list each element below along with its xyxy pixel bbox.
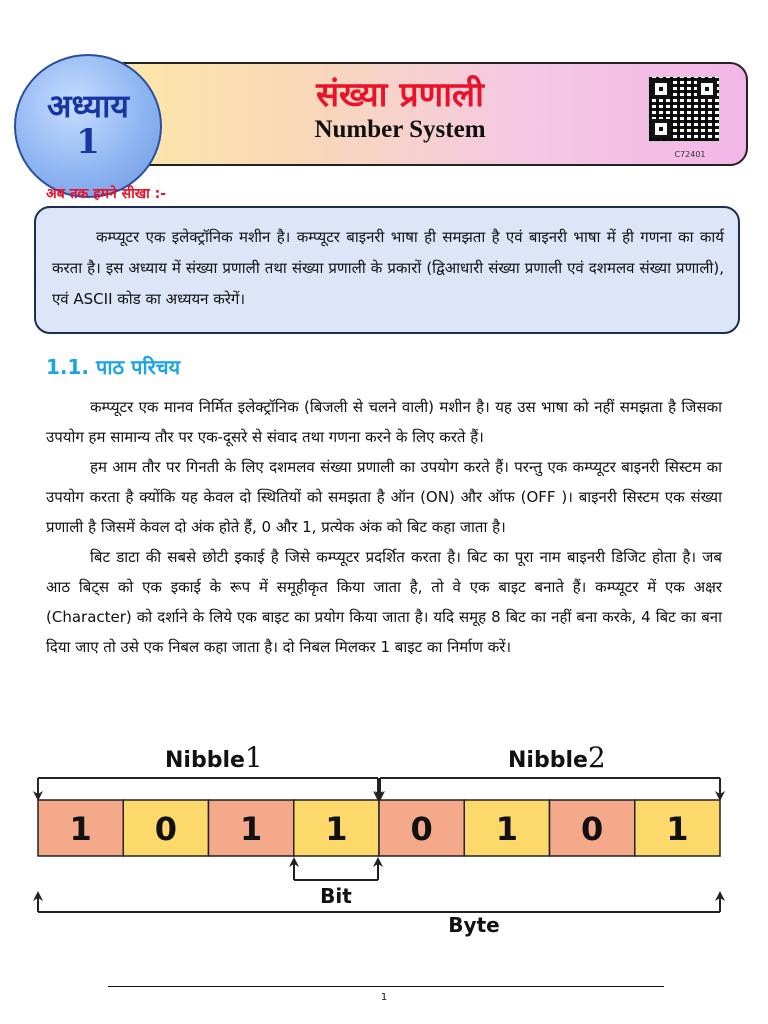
bit-value: 0 [410,810,433,848]
nibble1-label [165,741,263,774]
chapter-title-english: Number System [314,116,486,143]
nibble2-word: Nibble [508,748,588,773]
qr-finder-icon [651,119,671,139]
paragraph: हम आम तौर पर गिनती के लिए दशमलव संख्या प्रणाली का उपयोग करते हैं। परन्तु एक कम्प्यूटर बाइनरी सिस्टम का उपयोग करता है क्योंकि यह केवल दो स्थितियों को समझता है ऑन (ON) और ऑफ (OFF )। बाइनरी सिस्टम एक संख्या प्रणाली है जिसमें केवल दो अंक होते हैं, 0 और 1, प्रत्येक अंक को बिट कहा जाता है। [46,458,722,536]
bit-value: 1 [239,810,263,848]
nibble1-bracket [38,778,378,796]
byte-label: Byte [448,913,500,937]
nibble2-bracket [380,778,720,796]
chapter-title-hindi: संख्या प्रणाली [316,75,484,115]
chapter-badge [14,54,162,198]
page-number: 1 [380,992,388,1003]
qr-finder-icon [697,79,717,99]
nibble1-number: 1 [244,741,263,774]
bit-label: Bit [320,884,352,908]
nibble2-label [508,741,606,774]
paragraph: बिट डाटा की सबसे छोटी इकाई है जिसे कम्प्यूटर प्रदर्शित करता है। बिट का पूरा नाम बाइनरी डिजिट होता है। जब आठ बिट्स को एक इकाई के रूप में समूहीकृत किया जाता है, तो वे एक बाइट बनाते हैं। कम्प्यूटर में एक अक्षर (Character) को दर्शाने के लिये एक बाइट का प्रयोग किया जाता है। यदि समूह 8 बिट का नहीं बना करके, 4 बिट का बना दिया जाए तो उसे एक निबल कहा जाता है। दो निबल मिलकर 1 बाइट का निर्माण करें। [46,548,722,656]
bit-value: 0 [154,810,178,848]
learned-heading: अब तक हमने सीखा :- [46,186,167,202]
bit-value: 1 [325,810,348,848]
bit-cells [38,800,720,856]
bit-value: 1 [666,810,689,848]
section-heading: 1.1. पाठ परिचय [46,355,181,379]
bit-bracket [294,862,378,880]
bit-value: 0 [580,810,604,848]
chapter-number: 1 [76,122,100,162]
section-body [46,392,722,662]
chapter-word: अध्याय [47,87,129,125]
nibble2-number: 2 [587,741,606,774]
qr-code-label: C72401 [674,150,706,159]
footer-divider [108,986,664,987]
qr-finder-icon [651,79,671,99]
byte-diagram [0,740,768,940]
bit-value: 1 [495,810,519,848]
byte-bracket [38,896,720,912]
summary-box: कम्प्यूटर एक इलेक्ट्रॉनिक मशीन है। कम्प्यूटर बाइनरी भाषा ही समझता है एवं बाइनरी भाषा में ही गणना का कार्य करता है। इस अध्याय में संख्या प्रणाली तथा संख्या प्रणाली के प्रकारों (द्विआधारी संख्या प्रणाली एवं दशमलव संख्या प्रणाली), एवं ASCII कोड का अध्ययन करेगें। [34,206,740,334]
nibble1-word: Nibble [165,748,245,773]
bit-value: 1 [69,810,92,848]
qr-code-icon[interactable] [648,76,720,142]
paragraph: कम्प्यूटर एक मानव निर्मित इलेक्ट्रॉनिक (बिजली से चलने वाली) मशीन है। यह उस भाषा को नहीं समझता है जिसका उपयोग हम सामान्य तौर पर एक-दूसरे से संवाद तथा गणना करने के लिए करते हैं। [46,398,722,446]
